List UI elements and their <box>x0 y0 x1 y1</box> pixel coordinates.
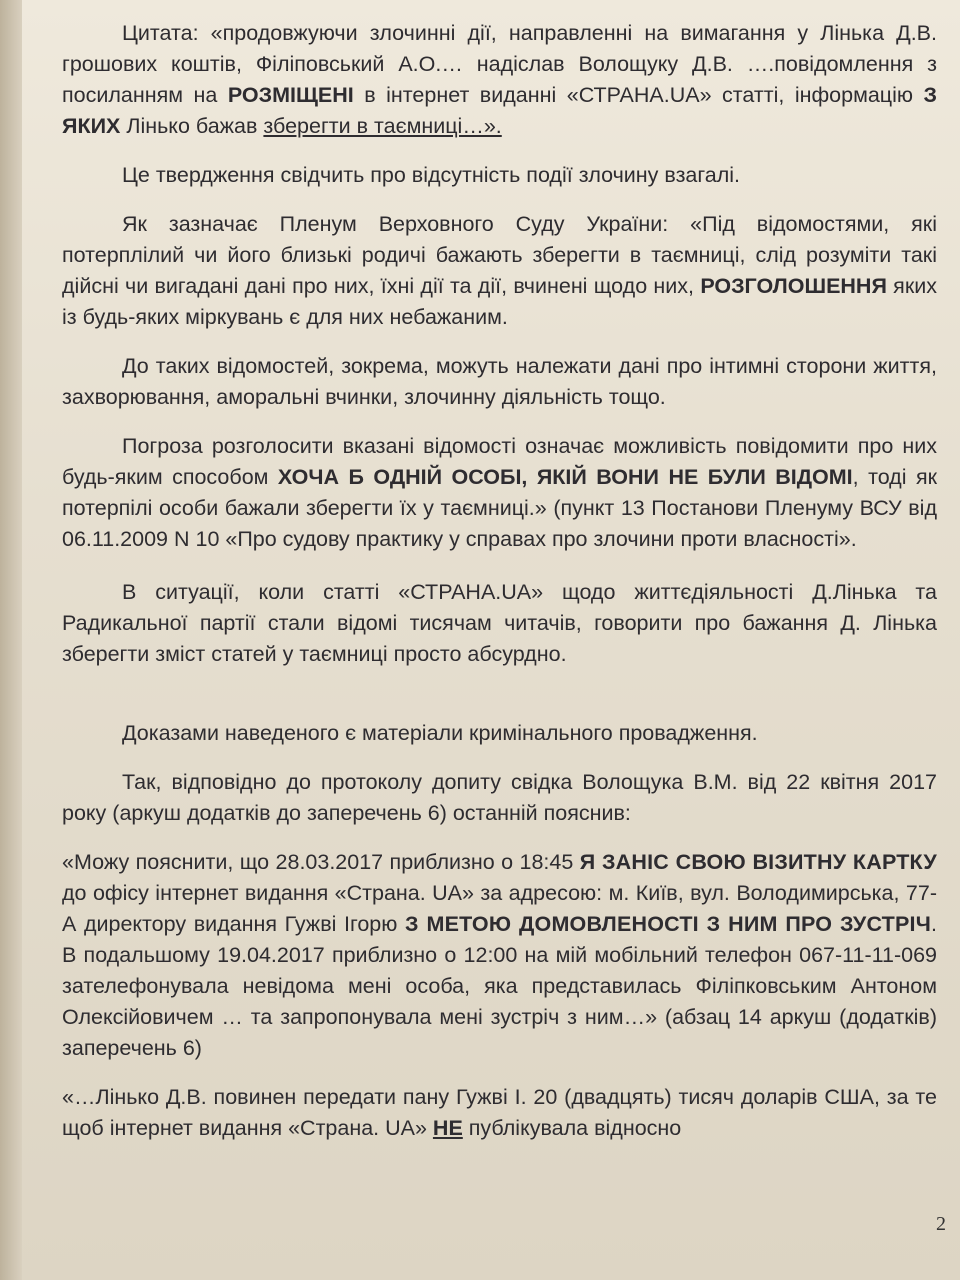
text-run: «Можу пояснити, що 28.03.2017 приблизно о 18:45 <box>62 850 580 874</box>
text-run: , тоді як потерпілі особи бажали зберегти їх у таємниці.» (пункт 13 Постанови Пленуму ВСУ від 06.11.2009 N 10 «Про судову практику у справах про злочини проти власності». <box>62 465 937 551</box>
text-run: «…Лінько Д.В. повинен передати пану Гужві І. 20 (двадцять) тисяч доларів США, за те щоб інтернет видання «Страна. UA» <box>62 1085 937 1140</box>
paragraph-testimony <box>62 847 937 1064</box>
text-run: Погроза розголосити вказані відомості означає можливість повідомити про них будь-яким способом <box>62 434 937 489</box>
paragraph-evidence <box>62 718 937 749</box>
document-body <box>62 18 937 1162</box>
text-run: В ситуації, коли статті «СТРАНА.UA» щодо життєдіяльності Д.Лінька та Радикальної партії стали відомі тисячам читачів, говорити про бажання Д. Лінька зберегти зміст статей у таємниці просто абсурдно. <box>62 580 937 666</box>
text-run: в інтернет виданні «СТРАНА.UA» статті, інформацію <box>353 83 924 107</box>
text-run: НЕ <box>432 1116 463 1140</box>
text-run: Лінько бажав <box>120 114 264 138</box>
text-run: РОЗГОЛОШЕННЯ <box>700 274 887 298</box>
paragraph-threat <box>62 431 937 555</box>
paragraph-plenum <box>62 209 937 333</box>
text-run: публікувала відносно <box>462 1116 682 1140</box>
paragraph-protocol <box>62 767 937 829</box>
paragraph-quote1 <box>62 18 937 142</box>
text-run: . В подальшому 19.04.2017 приблизно о 12:00 на мій мобільний телефон 067-11-11-069 зателефонувала невідома мені особа, яка представилась Філіпковським Антоном Олексійовичем … та запропонувала мені зустріч з ним…» (абзац 14 аркуш (додатків) заперечень 6) <box>62 912 937 1060</box>
text-run: Цитата: «продовжуючи злочинні дії, направленні на вимагання у Лінька Д.В. грошових коштів, Філіповський А.О.… надіслав Волощуку Д.В. ….повідомлення з посиланням на <box>62 21 937 107</box>
text-run: Це твердження свідчить про відсутність події злочину взагалі. <box>122 163 741 187</box>
text-run: Як зазначає Пленум Верховного Суду України: «Під відомостями, які потерплілий чи його близькі родичі бажають зберегти в таємниці, слід розуміти такі дійсні чи вигадані дані про них, їхні дії та дії, вчинені щодо них, <box>62 212 937 298</box>
paragraph-statement <box>62 160 937 191</box>
document-page <box>22 0 960 1280</box>
text-run: Доказами наведеного є матеріали кримінального провадження. <box>122 721 758 745</box>
text-run: Так, відповідно до протоколу допиту свідка Волощука В.М. від 22 квітня 2017 року (аркуш додатків до заперечень 6) останній пояснив: <box>62 770 937 825</box>
text-run: яких із будь-яких міркувань є для них небажаним. <box>62 274 937 329</box>
text-run: зберегти в таємниці…». <box>263 114 502 138</box>
text-run: Я ЗАНІС СВОЮ ВІЗИТНУ КАРТКУ <box>579 850 937 874</box>
text-run: До таких відомостей, зокрема, можуть належати дані про інтимні сторони життя, захворювання, аморальні вчинки, злочинну діяльність тощо. <box>62 354 937 409</box>
page-fold-edge <box>0 0 22 1280</box>
text-run: З МЕТОЮ ДОМОВЛЕНОСТІ З НИМ ПРО ЗУСТРІЧ <box>404 912 932 936</box>
text-run: до офісу інтернет видання «Страна. UA» за адресою: м. Київ, вул. Володимирська, 77-А директору видання Гужві Ігорю <box>62 881 937 936</box>
text-run: РОЗМІЩЕНІ <box>227 83 354 107</box>
paragraph-such-data <box>62 351 937 413</box>
text-run: ХОЧА Б ОДНІЙ ОСОБІ, ЯКІЙ ВОНИ НЕ БУЛИ ВІДОМІ <box>277 465 853 489</box>
paragraph-situation <box>62 577 937 670</box>
paragraph-continuation <box>62 1082 937 1144</box>
text-run: З ЯКИХ <box>62 83 937 138</box>
page-number: 2 <box>936 1213 946 1235</box>
